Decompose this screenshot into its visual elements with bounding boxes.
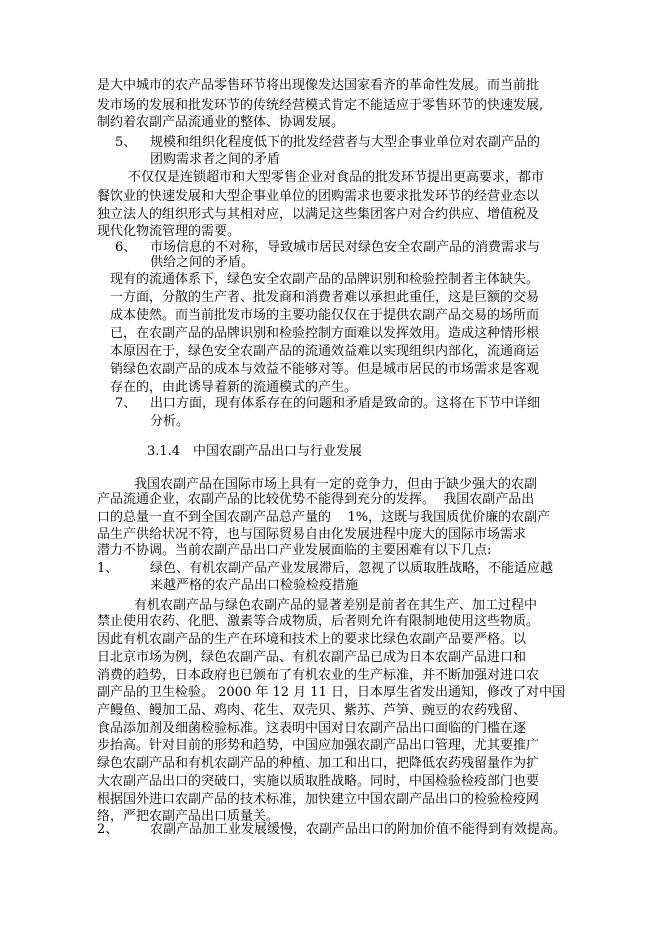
text-line: 消费的趋势，日本政府也已颁布了有机农业的生产标准，并不断加强对进口农 [97, 668, 540, 683]
list-item-title: 团购需求者之间的矛盾 [150, 152, 281, 167]
text-line: 有机农副产品与绿色农副产品的显著差别是前者在其生产、加工过程中 [134, 598, 538, 613]
text-line: 品生产供给状况不符，也与国际贸易自由化发展进程中庞大的国际市场需求 [97, 527, 527, 542]
text-line: 一方面，分散的生产者、批发商和消费者难以承担此重任，这是巨额的交易 [110, 290, 540, 305]
text-line: 绿色农副产品和有机农副产品的种植、加工和出口，把降低农药残留量作为扩 [97, 756, 540, 771]
text-line: 副产品的卫生检验。 2000 年 12 月 11 日，日本厚生省发出通知，修改了对中国 [97, 685, 565, 700]
list-item-title: 市场信息的不对称，导致城市居民对绿色安全农副产品的消费需求与 [150, 240, 541, 255]
text-line: 因此有机农副产品的生产在环境和技术上的要求比绿色农副产品要严格。以 [97, 632, 527, 647]
section-number: 3.1.4 [147, 444, 181, 459]
list-item-title: 供给之间的矛盾。 [150, 255, 255, 270]
text-line: 食品添加剂及细菌检验标准。这表明中国对日农副产品出口面临的门槛在逐 [97, 721, 527, 736]
text-line: 根据国外进口农副产品的技术标准，加快建立中国农副产品出口的检验检疫网 [97, 792, 540, 807]
text-line: 络，严把农副产品出口质量关。 [97, 809, 280, 824]
text-line: 产品流通企业，农副产品的比较优势不能得到充分的发挥。 我国农副产品出 [97, 492, 535, 507]
list-item-title: 农副产品加工业发展缓慢，农副产品出口的附加价值不能得到有效提高。 [150, 822, 567, 837]
text-line: 制约着农副产品流通业的整体、协调发展。 [97, 115, 345, 130]
text-line: 出口方面，现有体系存在的问题和矛盾是致命的。这将在下节中详细 [150, 396, 541, 411]
text-line: 存在的，由此诱导着新的流通模式的产生。 [110, 380, 358, 395]
text-line: 成本使然。而当前批发市场的主要功能仅仅在于提供农副产品交易的场所而 [110, 308, 540, 323]
text-line: 潜力不协调。当前农副产品出口产业发展面临的主要困难有以下几点: [97, 543, 492, 558]
text-line: 已，在农副产品的品牌识别和检验控制方面难以发挥效用。造成这种情形根 [110, 326, 540, 341]
text-line: 产鳗鱼、鳗加工品、鸡肉、花生、双壳贝、紫苏、芦笋、豌豆的农药残留、 [97, 703, 527, 718]
text-line: 日北京市场为例，绿色农副产品、有机农副产品已成为日本农副产品进口和 [97, 650, 527, 665]
list-item-title: 绿色、有机农副产品产业发展滞后，忽视了以质取胜战略，不能适应越 [150, 561, 554, 576]
list-number: 6、 [115, 240, 137, 255]
list-item-title: 规模和组织化程度低下的批发经营者与大型企事业单位对农副产品的 [150, 135, 541, 150]
text-line: 不仅仅是连锁超市和大型零售企业对食品的批发环节提出更高要求，都市 [128, 170, 545, 185]
list-number: 2、 [97, 822, 119, 837]
text-line: 步抬高。针对目前的形势和趋势，中国应加强农副产品出口管理，尤其要推广 [97, 738, 540, 753]
list-number: 5、 [115, 135, 137, 150]
text-line: 是大中城市的农产品零售环节将出现像发达国家看齐的革命性发展。而当前批 [97, 78, 540, 93]
text-line: 本原因在于，绿色安全农副产品的流通效益难以实现组织内部化，流通商运 [110, 344, 540, 359]
text-line: 大农副产品出口的突破口，实施以质取胜战略。同时，中国检验检疫部门也要 [97, 774, 540, 789]
list-number: 7、 [115, 396, 137, 411]
text-line: 现代化物流管理的需要。 [97, 224, 241, 239]
text-line: 口的总量一直不到全国农副产品总产量的 1%，这既与我国质优价廉的农副产 [97, 510, 551, 525]
text-line: 我国农副产品在国际市场上具有一定的竞争力，但由于缺少强大的农副 [134, 477, 538, 492]
text-line: 销绿色农副产品的成本与效益不能够对等。但是城市居民的市场需求是客观 [110, 362, 540, 377]
text-line: 独立法人的组织形式与其相对应，以满足这些集团客户对合约供应、增值税及 [97, 207, 540, 222]
text-line: 分析。 [150, 414, 190, 429]
list-item-title: 来越严格的农产品出口检验检疫措施 [150, 578, 359, 593]
text-line: 餐饮业的快速发展和大型企事业单位的团购需求也要求批发环节的经营业态以 [97, 189, 540, 204]
text-line: 禁止使用农药、化肥、激素等合成物质，后者则允许有限制地使用这些物质。 [97, 614, 540, 629]
text-line: 发市场的发展和批发环节的传统经营模式肯定不能适应于零售环节的快速发展, [97, 98, 544, 113]
text-line: 现有的流通体系下，绿色安全农副产品的品牌识别和检验控制者主体缺失。 [110, 272, 540, 287]
list-number: 1、 [97, 561, 119, 576]
section-title: 中国农副产品出口与行业发展 [193, 444, 363, 459]
